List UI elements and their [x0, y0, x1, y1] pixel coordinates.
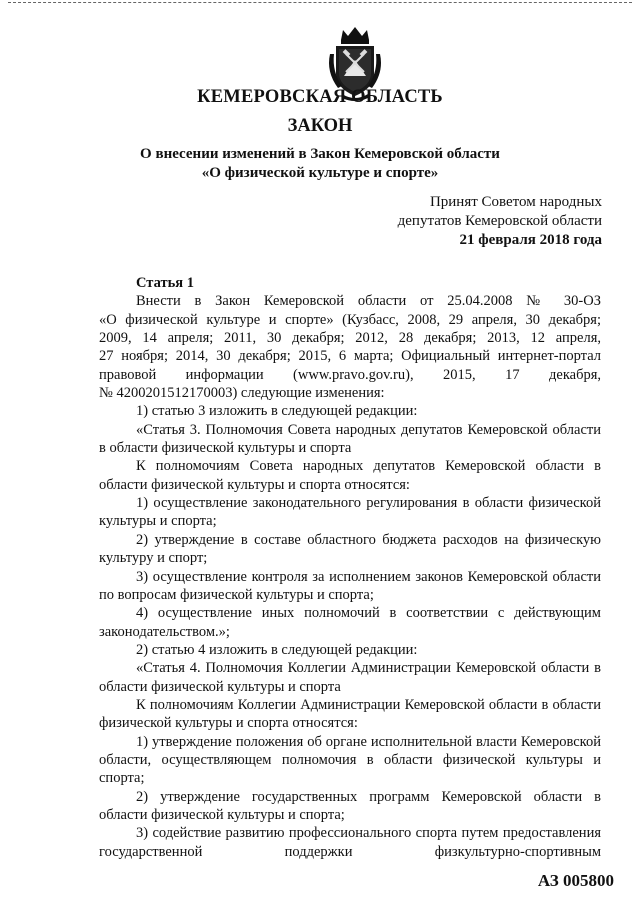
- scan-edge-line: [8, 2, 632, 3]
- adoption-date: 21 февраля 2018 года: [459, 232, 602, 248]
- amendment-2: 2) статью 4 изложить в следующей редакции:: [136, 641, 418, 658]
- amendment-1: 1) статью 3 изложить в следующей редакции:: [136, 403, 418, 420]
- article-3-item-2: 2) утверждение в составе областного бюджета расходов на физическую культуру и спорт;: [99, 531, 601, 567]
- law-title: ЗАКОН: [287, 116, 353, 136]
- region-heading: КЕМЕРОВСКАЯ ОБЛАСТЬ: [197, 87, 443, 107]
- article-4-item-2: 2) утверждение государственных программ Кемеровской области в области физической культуры и спорта;: [99, 788, 601, 823]
- article-3-item-1: 1) осуществление законодательного регулирования в области физической культуры и спорта;: [99, 495, 601, 530]
- adoption-line-2: депутатов Кемеровской области: [397, 213, 602, 229]
- intro-line: 2009, 14 апреля; 2011, 30 декабря; 2012, 28 декабря; 2013, 12 апреля,: [99, 330, 601, 347]
- article-3-intro: К полномочиям Совета народных депутатов Кемеровской области в области физической культуры и спорта относятся:: [99, 458, 601, 493]
- article-4-intro: К полномочиям Коллегии Администрации Кемеровской области в области физической культуры и спорта относятся:: [99, 696, 601, 732]
- subtitle-line-1: О внесении изменений в Закон Кемеровской области: [140, 146, 500, 162]
- article-4-item-1: 1) утверждение положения об органе исполнительной власти Кемеровской области, осуществляющем полномочия в области физической культуры и спорта;: [99, 733, 601, 787]
- intro-line: Внести в Закон Кемеровской области от 25.04.2008 № 30-ОЗ: [136, 293, 601, 310]
- law-subtitle: [0, 145, 640, 183]
- article-3-item-4: 4) осуществление иных полномочий в соответствии с действующим законодательством.»;: [99, 605, 601, 640]
- article-3-item-3: 3) осуществление контроля за исполнением законов Кемеровской области по вопросам физической культуры и спорта;: [99, 568, 601, 603]
- article-3-title: «Статья 3. Полномочия Совета народных депутатов Кемеровской области в области физической культуры и спорта: [99, 421, 601, 457]
- article-4-title: «Статья 4. Полномочия Коллегии Администрации Кемеровской области в области физической культуры и спорта: [99, 660, 601, 695]
- article-intro: [99, 292, 601, 402]
- intro-line: «О физической культуре и спорте» (Кузбасс, 2008, 29 апреля, 30 декабря;: [99, 311, 601, 328]
- intro-line: 27 ноября; 2014, 30 декабря; 2015, 6 марта; Официальный интернет-портал: [99, 348, 601, 365]
- article-body: [99, 274, 601, 861]
- intro-line: № 4200201512170003) следующие изменения:: [99, 385, 385, 402]
- article-4-item-3: 3) содействие развитию профессионального спорта путем предоставления государственной поддержки физкультурно-спортивным: [99, 825, 601, 860]
- adoption-block: [398, 193, 602, 250]
- article-heading: Статья 1: [136, 275, 194, 291]
- document-serial-number: АЗ 005800: [537, 871, 614, 890]
- subtitle-line-2: «О физической культуре и спорте»: [201, 165, 439, 181]
- adoption-line-1: Принят Советом народных: [429, 194, 602, 210]
- intro-line: правовой информации (www.pravo.gov.ru), 2015, 17 декабря,: [99, 366, 601, 383]
